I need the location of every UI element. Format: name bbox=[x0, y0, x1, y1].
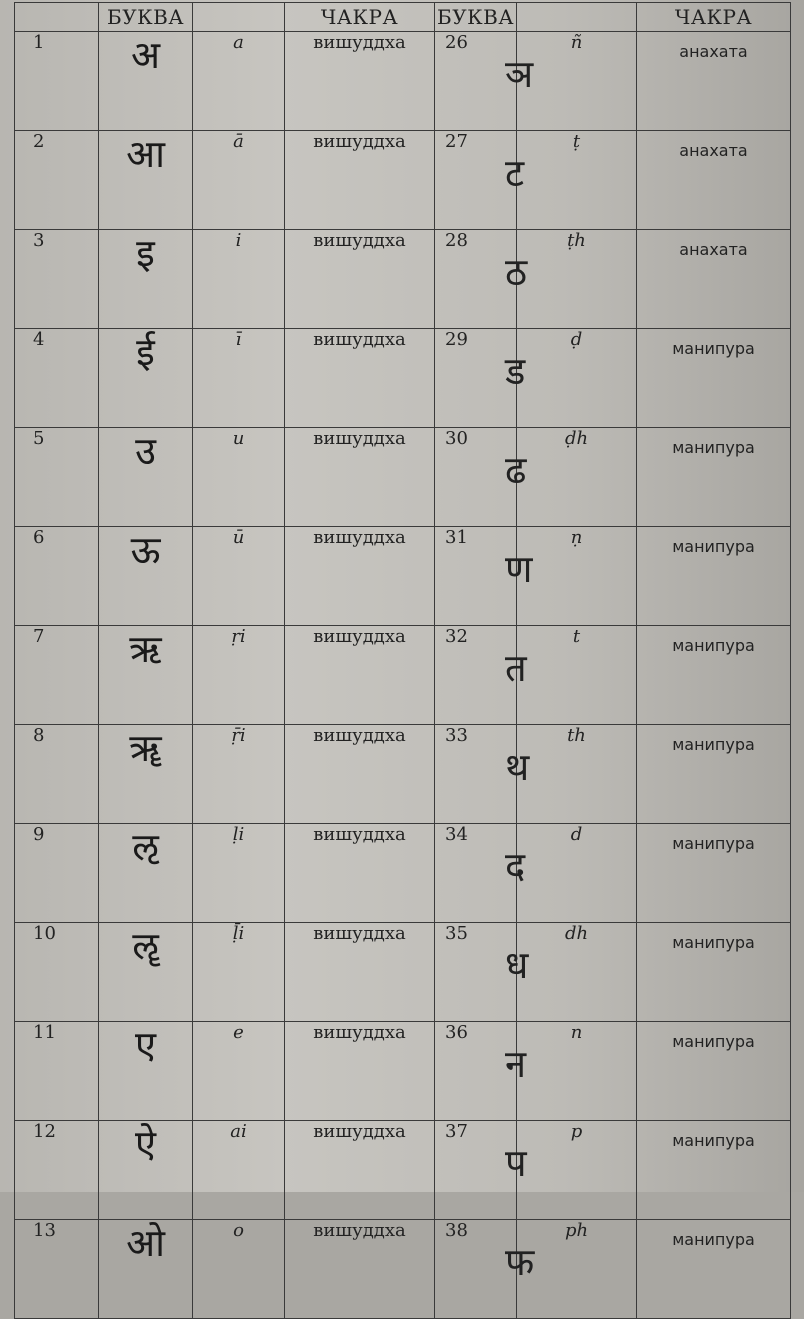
letters-chakra-table bbox=[14, 2, 791, 1319]
right-number-letter-cell bbox=[435, 1022, 527, 1121]
transliteration-2: th bbox=[517, 725, 637, 824]
transliteration: ai bbox=[193, 1121, 285, 1220]
transliteration-2: ḍh bbox=[517, 428, 637, 527]
chakra-name-2: анахата bbox=[637, 131, 791, 230]
devanagari-letter: अ bbox=[130, 33, 161, 77]
transliteration-2: ṭ bbox=[517, 131, 637, 230]
row-number: 12 bbox=[15, 1121, 99, 1220]
devanagari-letter-cell bbox=[99, 824, 193, 923]
devanagari-letter: ऊ bbox=[130, 528, 161, 572]
transliteration-2: ph bbox=[517, 1220, 637, 1319]
row-number-2: 32 bbox=[445, 626, 468, 647]
chakra-name-2: манипура bbox=[637, 428, 791, 527]
row-number: 6 bbox=[15, 527, 99, 626]
transliteration-2: ḍ bbox=[517, 329, 637, 428]
devanagari-letter-cell bbox=[99, 1022, 193, 1121]
transliteration: ṝi bbox=[193, 725, 285, 824]
transliteration: a bbox=[193, 32, 285, 131]
row-number-2: 37 bbox=[445, 1121, 468, 1142]
table-row bbox=[15, 626, 791, 725]
row-number-2: 34 bbox=[445, 824, 468, 845]
table-row bbox=[15, 923, 791, 1022]
chakra-name: вишуддха bbox=[285, 1121, 435, 1220]
right-number-letter-cell bbox=[435, 1121, 527, 1220]
right-number-letter-cell bbox=[435, 329, 526, 428]
header-letter: БУКВА bbox=[99, 3, 193, 32]
devanagari-letter: ऋ bbox=[129, 627, 162, 671]
row-number-2: 27 bbox=[445, 131, 468, 152]
transliteration: i bbox=[193, 230, 285, 329]
row-number: 11 bbox=[15, 1022, 99, 1121]
transliteration: ū bbox=[193, 527, 285, 626]
table-row bbox=[15, 32, 791, 131]
row-number: 1 bbox=[15, 32, 99, 131]
row-number: 4 bbox=[15, 329, 99, 428]
devanagari-letter-cell bbox=[99, 329, 193, 428]
devanagari-letter-cell bbox=[99, 725, 193, 824]
devanagari-letter: ऌ bbox=[132, 825, 159, 869]
devanagari-letter-2: फ bbox=[505, 1240, 535, 1284]
table-row bbox=[15, 1220, 791, 1319]
devanagari-letter-2: ढ bbox=[505, 448, 527, 492]
devanagari-letter: इ bbox=[136, 231, 155, 275]
table-row bbox=[15, 527, 791, 626]
devanagari-letter-2: ञ bbox=[505, 52, 534, 96]
table-row bbox=[15, 428, 791, 527]
row-number: 13 bbox=[15, 1220, 99, 1319]
chakra-name-2: манипура bbox=[637, 923, 791, 1022]
table-row bbox=[15, 1121, 791, 1220]
row-number: 3 bbox=[15, 230, 99, 329]
chakra-name-2: анахата bbox=[637, 32, 791, 131]
row-number-2: 31 bbox=[445, 527, 468, 548]
devanagari-letter-cell bbox=[99, 1121, 193, 1220]
chakra-name: вишуддха bbox=[285, 626, 435, 725]
devanagari-letter-2: द bbox=[505, 844, 526, 888]
chakra-name: вишуддха bbox=[285, 329, 435, 428]
row-number-2: 30 bbox=[445, 428, 468, 449]
chakra-name-2: манипура bbox=[637, 527, 791, 626]
transliteration: e bbox=[193, 1022, 285, 1121]
chakra-name: вишуддха bbox=[285, 230, 435, 329]
devanagari-letter-2: न bbox=[505, 1042, 527, 1086]
devanagari-letter-cell bbox=[99, 1220, 193, 1319]
right-number-letter-cell bbox=[435, 824, 526, 923]
header-number bbox=[15, 3, 99, 32]
transliteration-2: d bbox=[517, 824, 637, 923]
table-row bbox=[15, 230, 791, 329]
right-number-letter-cell bbox=[435, 923, 529, 1022]
transliteration: o bbox=[193, 1220, 285, 1319]
chakra-name-2: манипура bbox=[637, 824, 791, 923]
chakra-name: вишуддха bbox=[285, 1220, 435, 1319]
table-row bbox=[15, 824, 791, 923]
devanagari-letter: ॡ bbox=[132, 924, 159, 968]
header-chakra: ЧАКРА bbox=[285, 3, 435, 32]
devanagari-letter-cell bbox=[99, 32, 193, 131]
row-number: 10 bbox=[15, 923, 99, 1022]
chakra-name: вишуддха bbox=[285, 725, 435, 824]
chakra-name: вишуддха bbox=[285, 923, 435, 1022]
devanagari-letter-cell bbox=[99, 626, 193, 725]
transliteration: ā bbox=[193, 131, 285, 230]
chakra-name: вишуддха bbox=[285, 428, 435, 527]
header-translit-2 bbox=[517, 3, 637, 32]
devanagari-letter: ऐ bbox=[134, 1122, 156, 1166]
devanagari-letter-cell bbox=[99, 428, 193, 527]
devanagari-letter: आ bbox=[126, 132, 165, 176]
devanagari-letter: ओ bbox=[126, 1221, 165, 1265]
devanagari-letter: उ bbox=[135, 429, 156, 473]
devanagari-letter-2: ट bbox=[505, 151, 525, 195]
devanagari-letter-2: थ bbox=[505, 745, 530, 789]
devanagari-letter-2: प bbox=[505, 1141, 527, 1185]
right-number-letter-cell bbox=[435, 32, 534, 131]
row-number: 8 bbox=[15, 725, 99, 824]
row-number: 7 bbox=[15, 626, 99, 725]
transliteration: u bbox=[193, 428, 285, 527]
header-translit bbox=[193, 3, 285, 32]
transliteration: ṛi bbox=[193, 626, 285, 725]
chakra-name-2: манипура bbox=[637, 725, 791, 824]
devanagari-letter: ई bbox=[136, 330, 155, 374]
transliteration: ḷi bbox=[193, 824, 285, 923]
devanagari-letter: ॠ bbox=[129, 726, 162, 770]
transliteration-2: ṭh bbox=[517, 230, 637, 329]
chakra-name-2: манипура bbox=[637, 626, 791, 725]
devanagari-letter: ए bbox=[134, 1023, 156, 1067]
chakra-name: вишуддха bbox=[285, 32, 435, 131]
table-row bbox=[15, 1022, 791, 1121]
devanagari-letter-cell bbox=[99, 527, 193, 626]
transliteration-2: n bbox=[517, 1022, 637, 1121]
transliteration: ī bbox=[193, 329, 285, 428]
transliteration-2: dh bbox=[517, 923, 637, 1022]
devanagari-letter-2: ड bbox=[505, 349, 526, 393]
row-number-2: 33 bbox=[445, 725, 468, 746]
row-number-2: 35 bbox=[445, 923, 468, 944]
table-row bbox=[15, 329, 791, 428]
header-letter-2: БУКВА bbox=[435, 3, 517, 32]
right-number-letter-cell bbox=[435, 230, 528, 329]
devanagari-letter-cell bbox=[99, 131, 193, 230]
chakra-name: вишуддха bbox=[285, 131, 435, 230]
right-number-letter-cell bbox=[435, 131, 525, 230]
right-number-letter-cell bbox=[435, 1220, 535, 1319]
row-number: 5 bbox=[15, 428, 99, 527]
devanagari-letter-2: ध bbox=[505, 943, 529, 987]
chakra-name-2: манипура bbox=[637, 1022, 791, 1121]
row-number-2: 38 bbox=[445, 1220, 468, 1241]
right-number-letter-cell bbox=[435, 428, 527, 527]
chakra-name-2: манипура bbox=[637, 329, 791, 428]
row-number-2: 26 bbox=[445, 32, 468, 53]
transliteration-2: t bbox=[517, 626, 637, 725]
row-number-2: 36 bbox=[445, 1022, 468, 1043]
table-row bbox=[15, 131, 791, 230]
transliteration-2: ñ bbox=[517, 32, 637, 131]
devanagari-letter-2: त bbox=[505, 646, 527, 690]
right-number-letter-cell bbox=[435, 725, 530, 824]
devanagari-letter-cell bbox=[99, 230, 193, 329]
chakra-name-2: манипура bbox=[637, 1121, 791, 1220]
chakra-name: вишуддха bbox=[285, 527, 435, 626]
row-number-2: 29 bbox=[445, 329, 468, 350]
devanagari-letter-cell bbox=[99, 923, 193, 1022]
row-number: 9 bbox=[15, 824, 99, 923]
chakra-name: вишуддха bbox=[285, 824, 435, 923]
devanagari-letter-2: ण bbox=[505, 547, 533, 591]
table-row bbox=[15, 725, 791, 824]
header-chakra-2: ЧАКРА bbox=[637, 3, 791, 32]
row-number: 2 bbox=[15, 131, 99, 230]
chakra-name-2: анахата bbox=[637, 230, 791, 329]
header-row bbox=[15, 3, 791, 32]
right-number-letter-cell bbox=[435, 626, 527, 725]
chakra-name: вишуддха bbox=[285, 1022, 435, 1121]
row-number-2: 28 bbox=[445, 230, 468, 251]
transliteration-2: p bbox=[517, 1121, 637, 1220]
devanagari-letter-2: ठ bbox=[505, 250, 528, 294]
right-number-letter-cell bbox=[435, 527, 533, 626]
transliteration: ḹi bbox=[193, 923, 285, 1022]
chakra-name-2: манипура bbox=[637, 1220, 791, 1319]
transliteration-2: ṇ bbox=[517, 527, 637, 626]
